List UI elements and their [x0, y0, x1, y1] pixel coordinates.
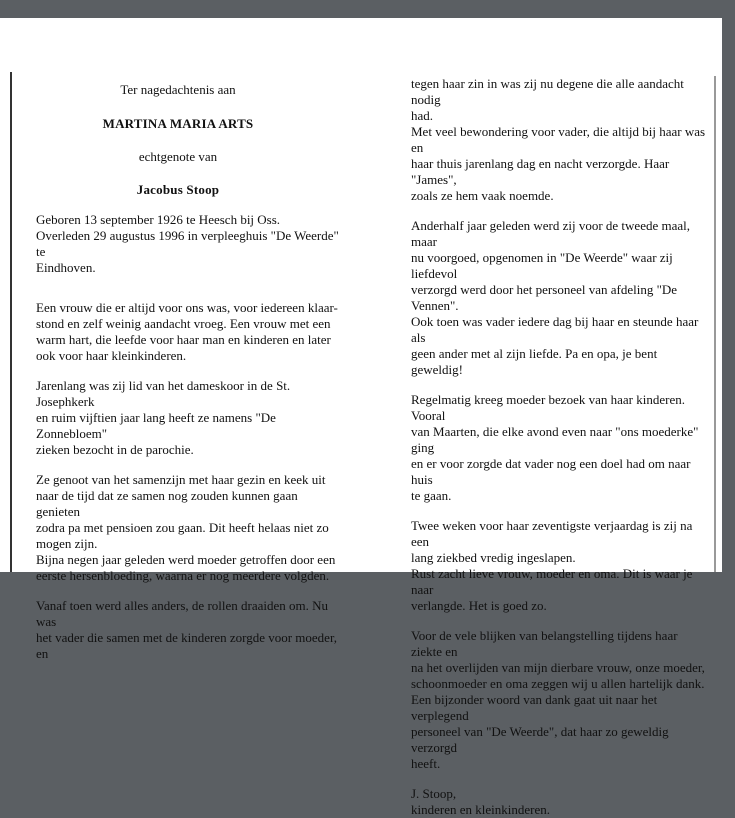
text-line: had. [411, 108, 434, 123]
spouse-of-label: echtgenote van [138, 149, 218, 164]
death-line-1: Overleden 29 augustus 1996 in verpleeghuis "De Weerde" te [36, 228, 339, 259]
birth-line: Geboren 13 september 1926 te Heesch bij Oss. [36, 212, 281, 227]
text-line: Twee weken voor haar zeventigste verjaardag is zij na een [411, 518, 693, 549]
signature-block [411, 786, 711, 818]
text-line: Vanaf toen werd alles anders, de rollen draaiden om. Nu was [36, 598, 329, 629]
text-line: en er voor zorgde dat vader nog een doel had om naar huis [411, 456, 691, 487]
card-right-edge [714, 76, 716, 572]
text-line: Voor de vele blijken van belangstelling tijdens haar ziekte en [411, 628, 678, 659]
text-line: geen ander met al zijn liefde. Pa en opa, je bent geweldig! [411, 346, 658, 377]
window-right-bar [722, 0, 735, 583]
text-line: te gaan. [411, 488, 452, 503]
text-line: eerste hersenbloeding, waarna er nog meerdere volgden. [36, 568, 330, 583]
text-line: nu voorgoed, opgenomen in "De Weerde" waar zij liefdevol [411, 250, 673, 281]
left-column [36, 82, 342, 662]
text-line: lang ziekbed vredig ingeslapen. [411, 550, 576, 565]
text-line: stond en zelf weinig aandacht vroeg. Een vrouw met een [36, 316, 331, 331]
text-line: Ook toen was vader iedere dag bij haar en steunde haar als [411, 314, 699, 345]
text-line: van Maarten, die elke avond even naar "ons moederke" ging [411, 424, 699, 455]
text-line: Jarenlang was zij lid van het dameskoor in de St. Josephkerk [36, 378, 291, 409]
deceased-name: MARTINA MARIA ARTS [102, 116, 254, 131]
text-line: Anderhalf jaar geleden werd zij voor de tweede maal, maar [411, 218, 691, 249]
text-line: warm hart, die leefde voor haar man en kinderen en later [36, 332, 331, 347]
text-line: Ze genoot van het samenzijn met haar gezin en keek uit [36, 472, 326, 487]
text-line: verlangde. Het is goed zo. [411, 598, 547, 613]
text-line: personeel van "De Weerde", dat haar zo geweldig verzorgd [411, 724, 669, 755]
text-line: Met veel bewondering voor vader, die altijd bij haar was en [411, 124, 706, 155]
card-left-edge [10, 72, 12, 572]
text-line: Regelmatig kreeg moeder bezoek van haar kinderen. Vooral [411, 392, 685, 423]
right-column [411, 76, 711, 818]
dates-block [36, 212, 342, 276]
text-line: heeft. [411, 756, 441, 771]
text-line: mogen zijn. [36, 536, 98, 551]
in-memory-heading: Ter nagedachtenis aan [120, 82, 236, 97]
right-paragraph-5 [411, 628, 711, 772]
death-line-2: Eindhoven. [36, 260, 96, 275]
left-paragraph-3 [36, 472, 342, 584]
text-line: Rust zacht lieve vrouw, moeder en oma. Dit is waar je naar [411, 566, 693, 597]
text-line: zoals ze hem vaak noemde. [411, 188, 554, 203]
memorial-card-page [0, 18, 722, 817]
right-paragraph-3 [411, 392, 711, 504]
text-line: schoonmoeder en oma zeggen wij u allen hartelijk dank. [411, 676, 705, 691]
signature-family: kinderen en kleinkinderen. [411, 802, 550, 817]
text-line: Een bijzonder woord van dank gaat uit naar het verplegend [411, 692, 658, 723]
spouse-name: Jacobus Stoop [136, 182, 220, 197]
text-line: zieken bezocht in de parochie. [36, 442, 194, 457]
signature-name: J. Stoop, [411, 786, 457, 801]
left-paragraph-1 [36, 300, 342, 364]
text-line: naar de tijd dat ze samen nog zouden kunnen gaan genieten [36, 488, 298, 519]
text-line: Bijna negen jaar geleden werd moeder getroffen door een [36, 552, 336, 567]
text-line: Een vrouw die er altijd voor ons was, voor iedereen klaar- [36, 300, 338, 315]
text-line: en ruim vijftien jaar lang heeft ze namens "De Zonnebloem" [36, 410, 276, 441]
text-line: na het overlijden van mijn dierbare vrouw, onze moeder, [411, 660, 705, 675]
left-paragraph-4 [36, 598, 342, 662]
text-line: verzorgd werd door het personeel van afdeling "De Vennen". [411, 282, 678, 313]
window-top-bar [0, 0, 735, 18]
text-line: zodra pa met pensioen zou gaan. Dit heeft helaas niet zo [36, 520, 329, 535]
text-line: haar thuis jarenlang dag en nacht verzorgde. Haar "James", [411, 156, 670, 187]
right-paragraph-1 [411, 76, 711, 204]
right-paragraph-2 [411, 218, 711, 378]
text-line: ook voor haar kleinkinderen. [36, 348, 187, 363]
right-paragraph-4 [411, 518, 711, 614]
text-line: het vader die samen met de kinderen zorgde voor moeder, en [36, 630, 338, 661]
text-line: tegen haar zin in was zij nu degene die alle aandacht nodig [411, 76, 684, 107]
left-paragraph-2 [36, 378, 342, 458]
